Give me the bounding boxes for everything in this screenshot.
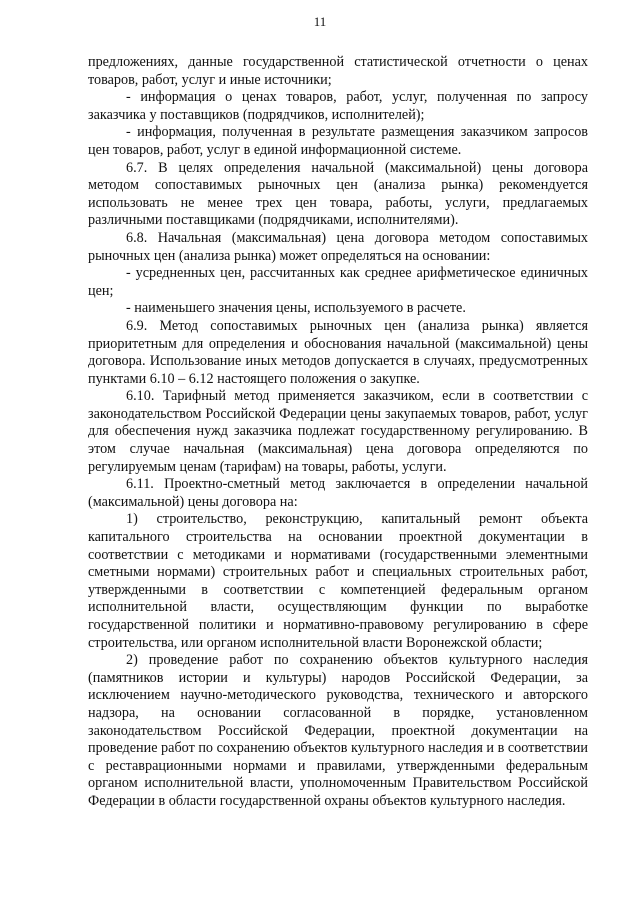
paragraph-9: 6.10. Тарифный метод применяется заказчиком, если в соответствии с законодательством Российской Федерации цены закупаемых товаров, работ, услуг для обеспечения нужд заказчика подлежат государственному регулированию. В этом случае начальная (максимальная) цена договора определяются по регулируемым ценам (тарифам) на товары, работы, услуги. xyxy=(88,388,588,475)
paragraph-1: предложениях, данные государственной статистической отчетности о ценах товаров, работ, услуг и иные источники; xyxy=(88,54,588,88)
paragraph-3: - информация, полученная в результате размещения заказчиком запросов цен товаров, работ, услуг в единой информационной системе. xyxy=(88,124,588,158)
page-number: 11 xyxy=(313,14,327,29)
paragraph-10: 6.11. Проектно-сметный метод заключается в определении начальной (максимальной) цены договора на: xyxy=(88,476,588,510)
paragraph-2: - информация о ценах товаров, работ, услуг, полученная по запросу заказчика у поставщиков (подрядчиков, исполнителей); xyxy=(88,89,588,123)
paragraph-11: 1) строительство, реконструкцию, капитальный ремонт объекта капитального строительства на основании проектной документации в соответствии с методиками и нормативами (государственными элементными сметными нормами) строительных работ и специальных строительных работ, утвержденными в соответствии с компетенцией федеральным органом исполнительной власти, осуществляющим функции по выработке государственной политики и нормативно-правовому регулированию в сфере строительства, или органом исполнительной власти Воронежской области; xyxy=(88,511,588,651)
paragraph-12: 2) проведение работ по сохранению объектов культурного наследия (памятников истории и культуры) народов Российской Федерации, за исключением научно-методического руководства, технического и авторского надзора, на основании согласованной в порядке, установленном законодательством Российской Федерации, проектной документации на проведение работ по сохранению объектов культурного наследия и в соответствии с реставрационными нормами и правилами, утвержденными федеральным органом исполнительной власти, уполномоченным Правительством Российской Федерации в области государственной охраны объектов культурного наследия. xyxy=(88,652,588,809)
paragraph-6: - усредненных цен, рассчитанных как среднее арифметическое единичных цен; xyxy=(88,265,588,299)
paragraph-7: - наименьшего значения цены, используемого в расчете. xyxy=(126,300,466,317)
document-body xyxy=(88,54,588,811)
paragraph-8: 6.9. Метод сопоставимых рыночных цен (анализа рынка) является приоритетным для определения и обоснования начальной (максимальной) цены договора. Использование иных методов допускается в случаях, предусмотренных пунктами 6.10 – 6.12 настоящего положения о закупке. xyxy=(88,317,588,387)
paragraph-5: 6.8. Начальная (максимальная) цена договора методом сопоставимых рыночных цен (анализа рынка) может определяться на основании: xyxy=(88,229,588,264)
paragraph-4: 6.7. В целях определения начальной (максимальной) цены договора методом сопоставимых рыночных цен (анализа рынка) рекомендуется использовать не менее трех цен товара, работы, услуги, предлагаемых различными поставщиками (подрядчиками, исполнителями). xyxy=(88,159,588,229)
